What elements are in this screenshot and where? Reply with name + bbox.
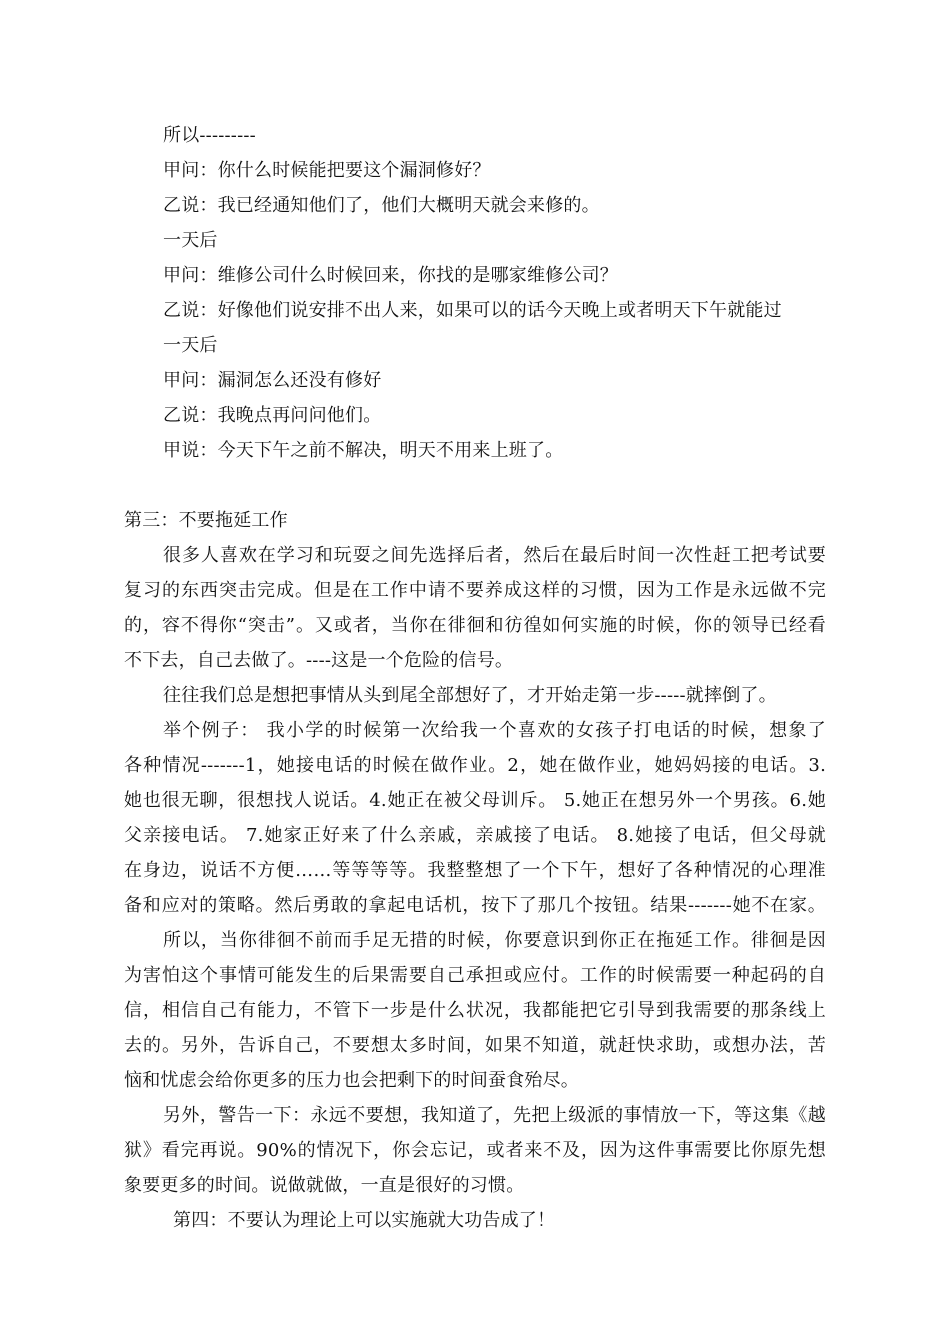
paragraph-line: 的，容不得你“突击”。又或者，当你在徘徊和彷徨如何实施的时候，你的领导已经看 — [124, 615, 826, 636]
paragraph-line: 父亲接电话。 7.她家正好来了什么亲戚，亲戚接了电话。 8.她接了电话，但父母就 — [124, 825, 826, 846]
paragraph-line: 所以，当你徘徊不前而手足无措的时候，你要意识到你正在拖延工作。徘徊是因 — [163, 930, 826, 951]
dialogue-line: 甲问：你什么时候能把要这个漏洞修好？ — [163, 160, 491, 181]
paragraph-line: 另外，警告一下：永远不要想，我知道了，先把上级派的事情放一下，等这集《越 — [163, 1105, 826, 1126]
paragraph-line: 信，相信自己有能力，不管下一步是什么状况，我都能把它引导到我需要的那条线上 — [124, 1000, 826, 1021]
dialogue-line: 乙说：我已经通知他们了，他们大概明天就会来修的。 — [163, 195, 600, 216]
paragraph-line: 复习的东西突击完成。但是在工作中请不要养成这样的习惯，因为工作是永远做不完 — [124, 580, 826, 601]
section-heading: 第四：不要认为理论上可以实施就大功告成了！ — [173, 1210, 556, 1231]
paragraph-line: 不下去，自己去做了。----这是一个危险的信号。 — [124, 650, 514, 671]
dialogue-line: 甲说：今天下午之前不解决，明天不用来上班了。 — [163, 440, 564, 461]
dialogue-line: 甲问：维修公司什么时候回来，你找的是哪家维修公司？ — [163, 265, 618, 286]
dialogue-line: 乙说：我晚点再问问他们。 — [163, 405, 382, 426]
paragraph-line: 很多人喜欢在学习和玩耍之间先选择后者，然后在最后时间一次性赶工把考试要 — [163, 545, 826, 566]
dialogue-line: 所以--------- — [163, 125, 256, 146]
paragraph-line: 举个例子： 我小学的时候第一次给我一个喜欢的女孩子打电话的时候，想象了 — [163, 720, 826, 741]
paragraph-line: 各种情况-------1，她接电话的时候在做作业。2，她在做作业，她妈妈接的电话。3. — [124, 755, 826, 776]
paragraph-line: 备和应对的策略。然后勇敢的拿起电话机，按下了那几个按钮。结果-------她不在家。 — [124, 895, 826, 916]
paragraph-line: 在身边，说话不方便……等等等等。我整整想了一个下午，想好了各种情况的心理准 — [124, 860, 826, 881]
paragraph-line: 恼和忧虑会给你更多的压力也会把剩下的时间蚕食殆尽。 — [124, 1070, 579, 1091]
dialogue-line: 乙说：好像他们说安排不出人来，如果可以的话今天晚上或者明天下午就能过 — [163, 300, 782, 321]
dialogue-line: 一天后 — [163, 335, 218, 356]
paragraph-line: 她也很无聊，很想找人说话。4.她正在被父母训斥。 5.她正在想另外一个男孩。6.她 — [124, 790, 826, 811]
section-heading: 第三：不要拖延工作 — [124, 510, 288, 531]
paragraph-line: 狱》看完再说。90%的情况下，你会忘记，或者来不及，因为这件事需要比你原先想 — [124, 1140, 826, 1161]
paragraph-line: 为害怕这个事情可能发生的后果需要自己承担或应付。工作的时候需要一种起码的自 — [124, 965, 826, 986]
paragraph-line: 象要更多的时间。说做就做，一直是很好的习惯。 — [124, 1175, 525, 1196]
paragraph-line: 往往我们总是想把事情从头到尾全部想好了，才开始走第一步-----就摔倒了。 — [163, 685, 777, 706]
paragraph-line: 去的。另外，告诉自己，不要想太多时间，如果不知道，就赶快求助，或想办法，苦 — [124, 1035, 826, 1056]
dialogue-line: 一天后 — [163, 230, 218, 251]
dialogue-line: 甲问：漏洞怎么还没有修好 — [163, 370, 382, 391]
